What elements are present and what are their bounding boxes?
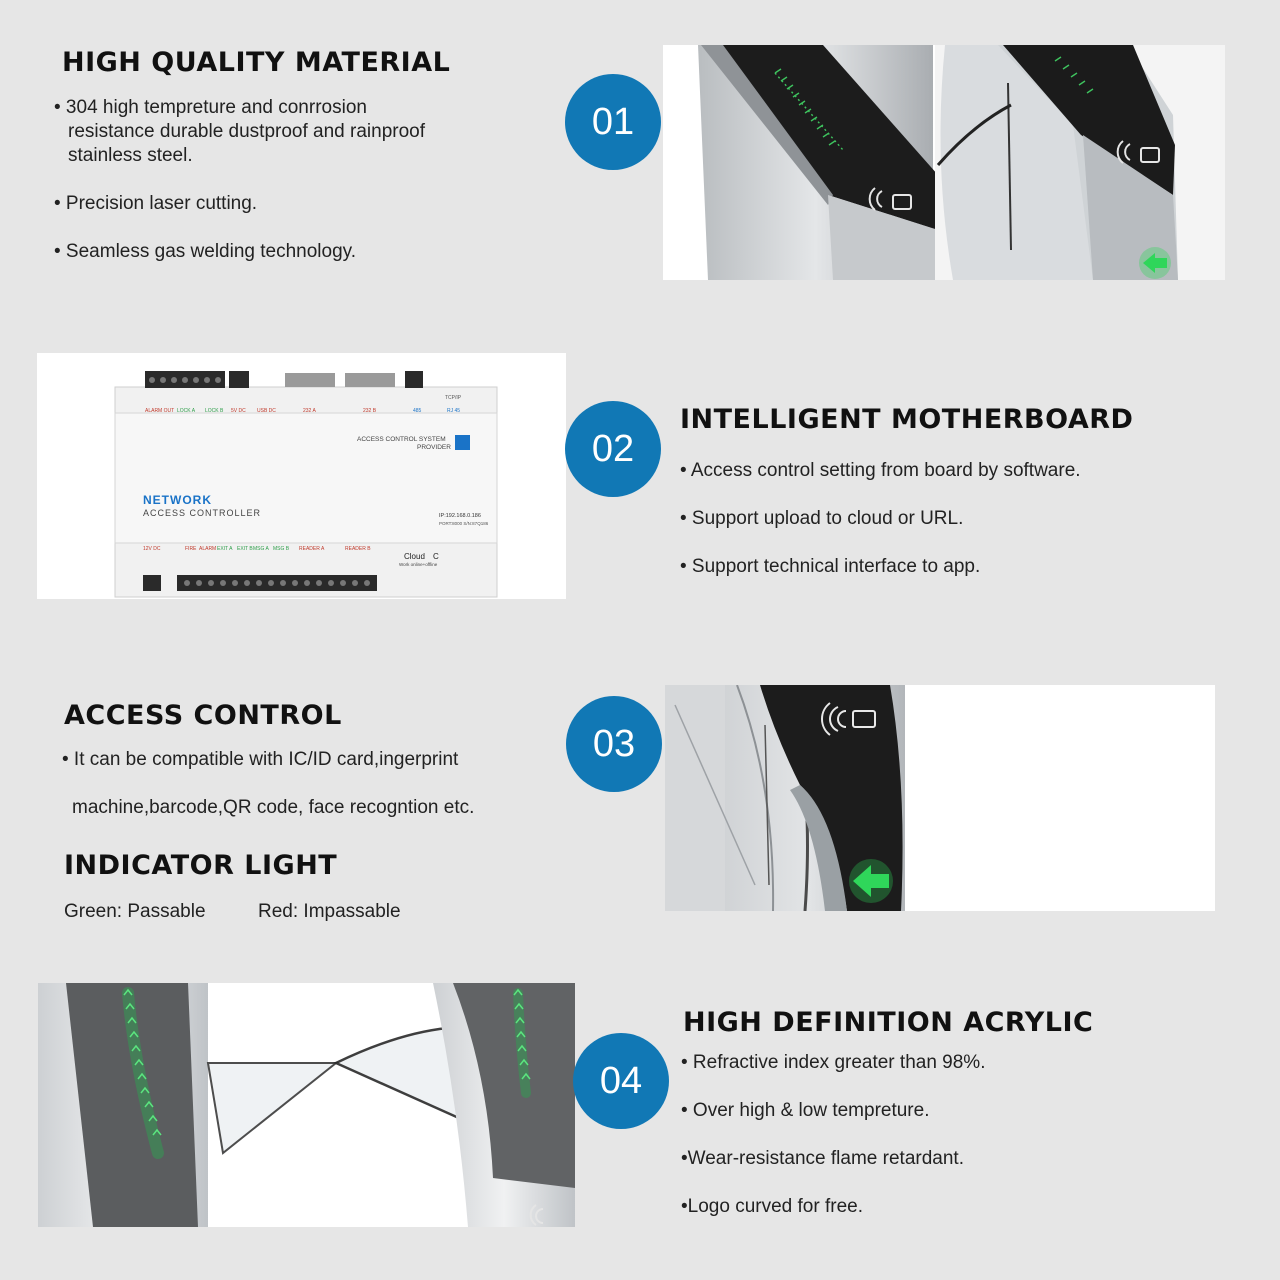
board-label: USB DC	[257, 408, 276, 414]
indicator-red-text: Red: Impassable	[258, 901, 401, 922]
turnstile-top-photo	[663, 45, 1225, 280]
indicator-light-heading: INDICATOR LIGHT	[64, 850, 338, 881]
step-number-badge: 04	[573, 1033, 669, 1129]
section-2-heading: INTELLIGENT MOTHERBOARD	[680, 404, 1134, 435]
board-label: 5V DC	[231, 408, 246, 414]
board-label: 232 A	[303, 408, 316, 414]
section-1-bullet: • Precision laser cutting.	[54, 193, 258, 214]
board-label: TCP/IP	[445, 395, 462, 401]
board-label: EXIT B	[237, 546, 253, 552]
section-3-bullet: machine,barcode,QR code, face recogntion etc.	[72, 797, 475, 818]
section-3-heading: ACCESS CONTROL	[64, 700, 342, 731]
section-1-bullet: resistance durable dustproof and rainproof	[68, 121, 426, 142]
step-number-badge: 03	[566, 696, 662, 792]
section-4-bullet: • Over high & low tempreture.	[681, 1100, 930, 1121]
green-arrow-indicator-icon	[1139, 247, 1171, 279]
green-arrow-indicator-icon	[849, 859, 893, 903]
board-label: READER B	[345, 546, 371, 552]
section-2-bullet: • Access control setting from board by software.	[680, 460, 1081, 481]
section-4-bullet: •Wear-resistance flame retardant.	[681, 1148, 964, 1169]
section-4-heading: HIGH DEFINITION ACRYLIC	[683, 1007, 1094, 1038]
board-provider-line2: PROVIDER	[417, 444, 451, 451]
board-network-title: NETWORK	[143, 493, 212, 507]
board-label: ALARM OUT	[145, 408, 175, 414]
section-1-heading: HIGH QUALITY MATERIAL	[62, 47, 451, 78]
board-label: RJ 45	[447, 408, 461, 414]
board-label: EXIT A	[217, 546, 233, 552]
turnstile-indicator-photo	[665, 685, 1215, 911]
board-ip: IP:192.168.0.186	[439, 513, 481, 519]
board-label: READER A	[299, 546, 325, 552]
section-3-bullet: • It can be compatible with IC/ID card,ingerprint	[62, 749, 459, 770]
step-number-badge: 01	[565, 74, 661, 170]
section-1-bullet: • 304 high tempreture and conrrosion	[54, 97, 367, 118]
board-cloud-label: Cloud	[404, 552, 425, 561]
section-2-bullet: • Support technical interface to app.	[680, 556, 981, 577]
acrylic-wing-gate-photo	[38, 983, 575, 1227]
board-label: 12V DC	[143, 546, 161, 552]
access-controller-board-photo	[37, 353, 566, 599]
section-1-bullet: stainless steel.	[68, 145, 193, 166]
step-number-badge: 02	[565, 401, 661, 497]
board-access-controller: ACCESS CONTROLLER	[143, 508, 262, 518]
indicator-green-text: Green: Passable	[64, 901, 206, 922]
board-label: LOCK B	[205, 408, 224, 414]
section-1-bullet: • Seamless gas welding technology.	[54, 241, 357, 262]
board-label: LOCK A	[177, 408, 196, 414]
section-4-bullet: • Refractive index greater than 98%.	[681, 1052, 986, 1073]
board-cloud-c: C	[433, 552, 439, 561]
board-label: ALARM	[199, 546, 217, 552]
board-port: PORT:8000 S/N:87Q186	[439, 521, 489, 526]
board-cloud-sub: Work online+offline	[399, 562, 438, 567]
board-label: FIRE	[185, 546, 197, 552]
board-logo-square	[455, 435, 470, 450]
board-label: MSG B	[273, 546, 290, 552]
section-2-bullet: • Support upload to cloud or URL.	[680, 508, 964, 529]
board-label: 485	[413, 408, 422, 414]
board-label: 232 B	[363, 408, 377, 414]
section-4-bullet: •Logo curved for free.	[681, 1196, 863, 1217]
board-provider-line1: ACCESS CONTROL SYSTEM	[357, 436, 446, 443]
board-label: MSG A	[253, 546, 269, 552]
